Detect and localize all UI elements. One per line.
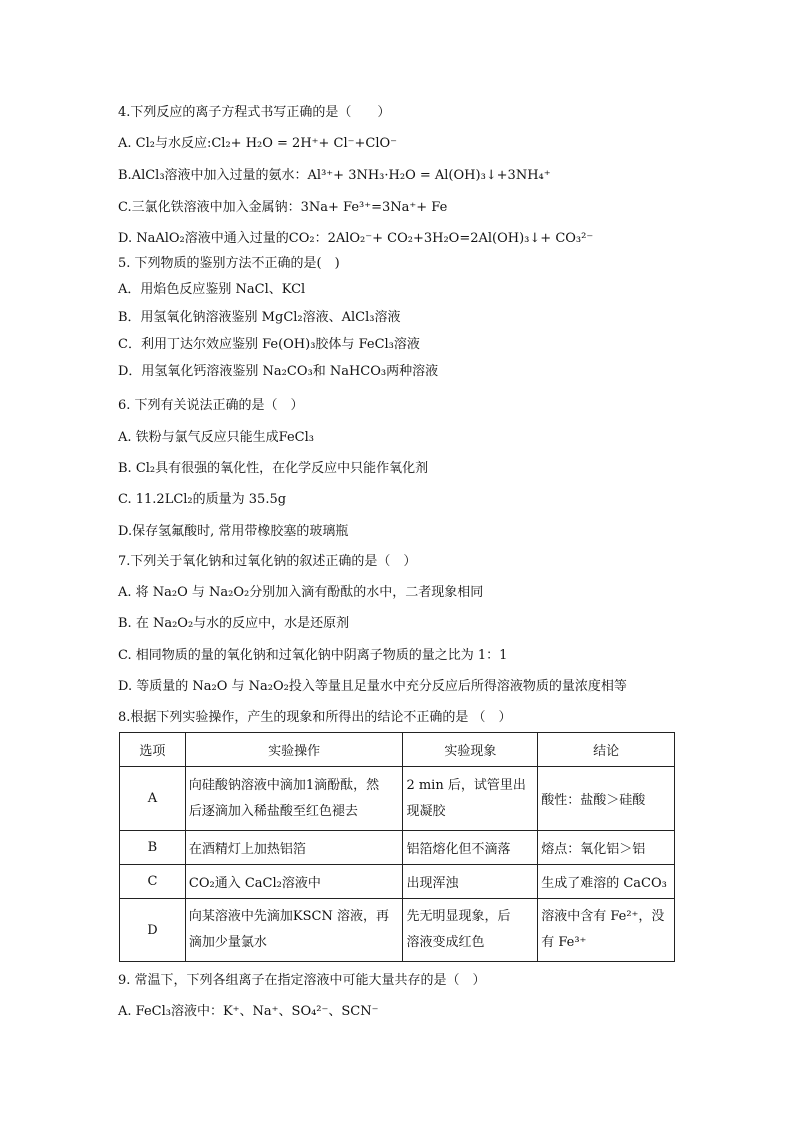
row-operation-line2: 滴加少量氯水 [188,935,267,950]
row-conclusion [538,899,675,962]
q9-option-a: A. FeCl₃溶液中：K⁺、Na⁺、SO₄²⁻、SCN⁻ [118,1004,379,1019]
row-conclusion-line2: 有 Fe³⁺ [541,935,587,950]
row-conclusion: 生成了难溶的 CaCO₃ [538,865,675,899]
q4-option-b: B.AlCl₃溶液中加入过量的氨水：Al³⁺+ 3NH₃·H₂O = Al(OH)₃↓+3NH₄⁺ [118,168,551,183]
row-conclusion: 熔点：氧化铝＞铝 [538,831,675,865]
header-operation: 实验操作 [185,733,403,767]
q4-option-c: C.三氯化铁溶液中加入金属钠：3Na+ Fe³⁺=3Na⁺+ Fe [118,200,448,215]
row-operation: 在酒精灯上加热铝箔 [185,831,403,865]
table-row [120,865,675,899]
q6-option-c: C. 11.2LCl₂的质量为 35.5g [118,492,287,507]
row-operation: CO₂通入 CaCl₂溶液中 [185,865,403,899]
q7-option-d: D. 等质量的 Na₂O 与 Na₂O₂投入等量且足量水中充分反应后所得溶液物质的量浓度相等 [118,679,627,694]
row-operation [185,899,403,962]
q6-option-b: B. Cl₂具有很强的氧化性，在化学反应中只能作氧化剂 [118,461,429,476]
row-option: C [120,865,186,899]
header-option: 选项 [120,733,186,767]
row-phenomenon-line2: 溶液变成红色 [406,935,485,950]
q6-option-a: A. 铁粉与氯气反应只能生成FeCl₃ [118,430,314,445]
row-operation-line2: 后逐滴加入稀盐酸至红色褪去 [188,803,358,819]
row-phenomenon-line2: 现凝胶 [406,803,446,819]
q7-option-b: B. 在 Na₂O₂与水的反应中，水是还原剂 [118,616,350,631]
table-header-row [120,733,675,767]
row-phenomenon-line1: 2 min 后，试管里出 [406,777,526,793]
q5-stem: 5. 下列物质的鉴别方法不正确的是( ) [118,256,340,271]
row-option: A [120,767,186,831]
row-conclusion: 酸性：盐酸＞硅酸 [538,767,675,831]
experiment-table [119,732,675,962]
row-option: B [120,831,186,865]
row-phenomenon-line1: 先无明显现象，后 [406,909,511,924]
table-row [120,767,675,831]
row-phenomenon [403,767,538,831]
header-conclusion: 结论 [538,733,675,767]
row-phenomenon: 出现浑浊 [403,865,538,899]
row-conclusion-line1: 溶液中含有 Fe²⁺，没 [541,909,665,924]
q5-option-c: C．利用丁达尔效应鉴别 Fe(OH)₃胶体与 FeCl₃溶液 [118,337,420,352]
row-option: D [120,899,186,962]
q4-option-d: D. NaAlO₂溶液中通入过量的CO₂：2AlO₂⁻+ CO₂+3H₂O=2Al(OH)₃↓+ CO₃²⁻ [118,231,594,246]
q8-stem: 8.根据下列实验操作，产生的现象和所得出的结论不正确的是 （ ） [118,710,512,725]
q4-stem: 4.下列反应的离子方程式书写正确的是（ ） [118,105,391,120]
q5-option-d: D．用氢氧化钙溶液鉴别 Na₂CO₃和 NaHCO₃两种溶液 [118,364,439,379]
q5-option-b: B．用氢氧化钠溶液鉴别 MgCl₂溶液、AlCl₃溶液 [118,310,401,325]
q4-option-a: A. Cl₂与水反应:Cl₂+ H₂O = 2H⁺+ Cl⁻+ClO⁻ [118,136,398,151]
q6-stem: 6. 下列有关说法正确的是（ ） [118,398,304,413]
q5-option-a: A．用焰色反应鉴别 NaCl、KCl [118,282,306,297]
q6-option-d: D.保存氢氟酸时, 常用带橡胶塞的玻璃瓶 [118,524,349,539]
row-operation-line1: 向硅酸钠溶液中滴加1滴酚酞，然 [188,777,380,793]
q7-option-c: C. 相同物质的量的氧化钠和过氧化钠中阴离子物质的量之比为 1：1 [118,648,508,663]
row-operation [185,767,403,831]
row-operation-line1: 向某溶液中先滴加KSCN 溶液，再 [188,909,389,924]
q7-stem: 7.下列关于氧化钠和过氧化钠的叙述正确的是（ ） [118,554,417,569]
q9-stem: 9. 常温下，下列各组离子在指定溶液中可能大量共存的是（ ） [118,973,486,988]
table-row [120,831,675,865]
header-phenomenon: 实验现象 [403,733,538,767]
table-row [120,899,675,962]
row-phenomenon [403,899,538,962]
q7-option-a: A. 将 Na₂O 与 Na₂O₂分别加入滴有酚酞的水中，二者现象相同 [118,585,484,600]
row-phenomenon: 铝箔熔化但不滴落 [403,831,538,865]
